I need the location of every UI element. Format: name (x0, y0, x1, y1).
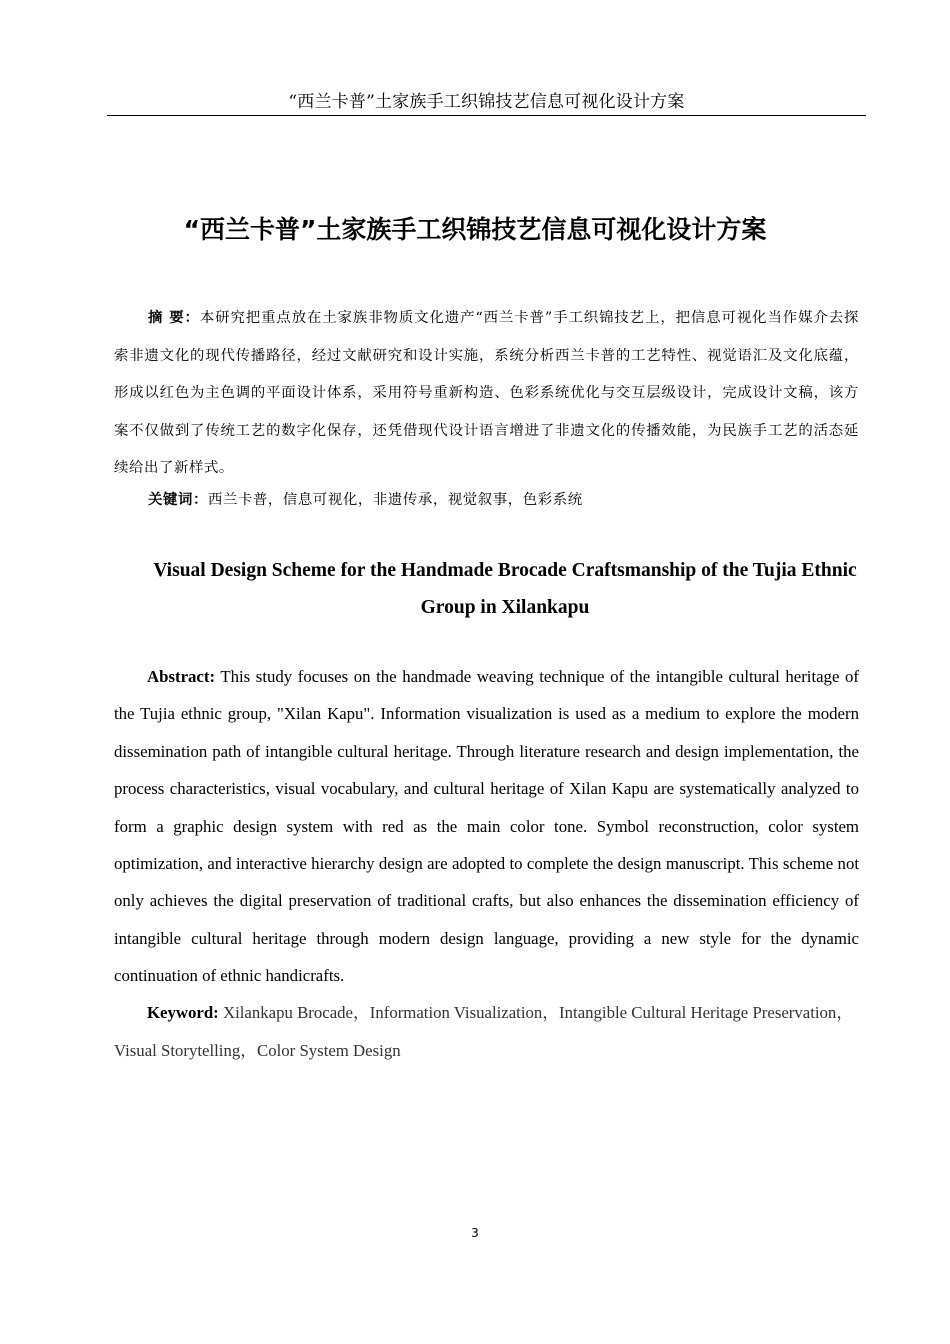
chinese-keywords-text: 西兰卡普，信息可视化，非遗传承，视觉叙事，色彩系统 (207, 492, 583, 508)
english-title: Visual Design Scheme for the Handmade Brocade Craftsmanship of the Tujia Ethnic Group in Xilankapu (153, 560, 857, 618)
chinese-title: “西兰卡普”土家族手工织锦技艺信息可视化设计方案 (183, 215, 767, 244)
chinese-keywords-label: 关键词： (148, 492, 208, 508)
page-number: 3 (471, 1226, 479, 1240)
chinese-abstract-label: 摘 要： (148, 310, 200, 326)
english-abstract-text: This study focuses on the handmade weaving technique of the intangible cultural heritage of the Tujia ethnic group, "Xilan Kapu". Information visualization is used as a medium to explore the modern dissemination path of intangible cultural heritage. Through literature research and design implementation, the process characteristics, visual vocabulary, and cultural heritage of Xilan Kapu are systematically analyzed to form a graphic design system with red as the main color tone. Symbol reconstruction, color system optimization, and interactive hierarchy design are adopted to complete the design manuscript. This scheme not only achieves the digital preservation of traditional crafts, but also enhances the dissemination efficiency of intangible cultural heritage through modern design language, providing a new style for the dynamic continuation of ethnic handicrafts. (114, 667, 859, 986)
chinese-abstract (114, 300, 859, 488)
english-abstract (114, 658, 859, 995)
chinese-abstract-text: 本研究把重点放在土家族非物质文化遗产“西兰卡普”手工织锦技艺上，把信息可视化当作媒介去探索非遗文化的现代传播路径，经过文献研究和设计实施，系统分析西兰卡普的工艺特性、视觉语汇及文化底蕴，形成以红色为主色调的平面设计体系，采用符号重新构造、色彩系统优化与交互层级设计，完成设计文稿，该方案不仅做到了传统工艺的数字化保存，还凭借现代设计语言增进了非遗文化的传播效能，为民族手工艺的活态延续给出了新样式。 (114, 310, 859, 476)
english-keywords-label: Keyword: (147, 1003, 219, 1022)
english-keywords-text: Xilankapu Brocade，Information Visualization，Intangible Cultural Heritage Preservation，Visual Storytelling，Color System Design (114, 1003, 854, 1060)
english-abstract-label: Abstract: (147, 667, 216, 686)
header-rule (107, 115, 866, 116)
running-header: “西兰卡普”土家族手工织锦技艺信息可视化设计方案 (288, 92, 685, 112)
english-keywords (114, 994, 859, 1070)
chinese-keywords (114, 485, 859, 515)
